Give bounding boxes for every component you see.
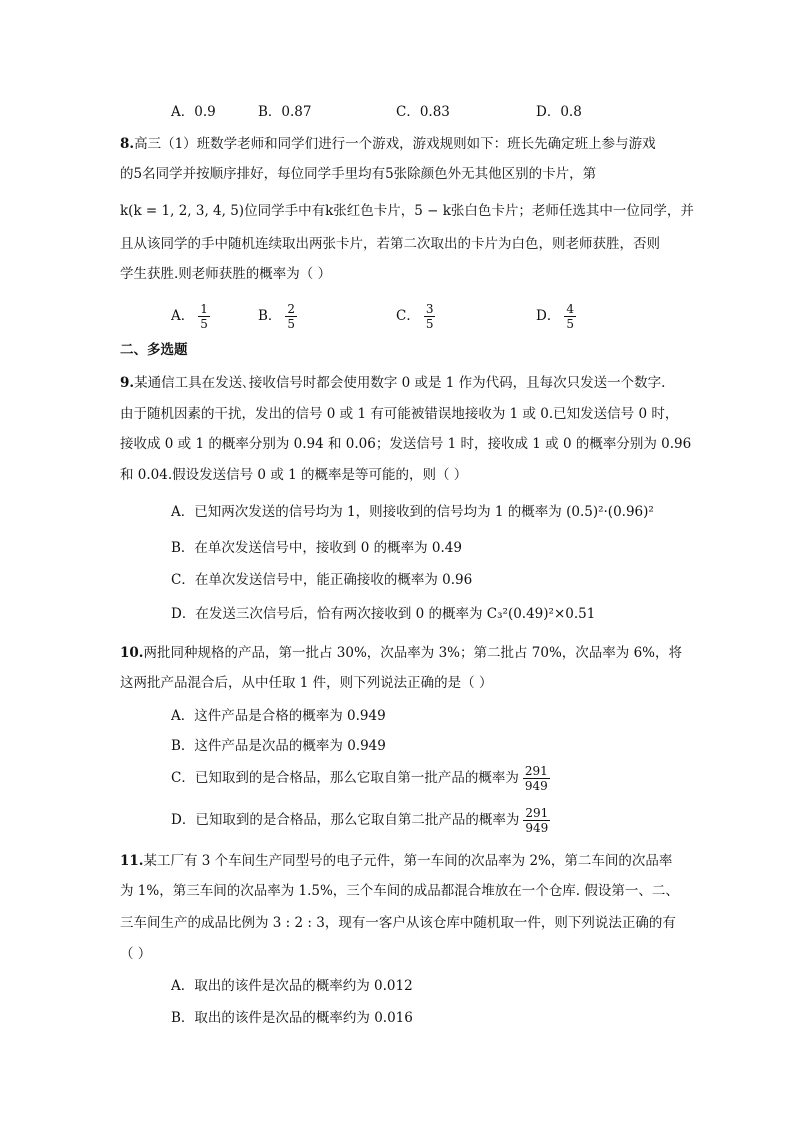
- q10-option-d: D．已知取到的是合格品，那么它取自第二批产品的概率为 $\frac{291}{949}$: [171, 806, 549, 835]
- fraction: $\frac{3}{5}$: [425, 302, 434, 331]
- q10-text-1: 两批同种规格的产品，第一批占 30%，次品率为 3%；第二批占 70%，次品率为 6%，将: [143, 645, 683, 661]
- q9-option-a: A．已知两次发送的信号均为 1，则接收到的信号均为 1 的概率为 (0.5)²·(0.96)²: [171, 504, 654, 520]
- q11-line-3: 三车间生产的成品比例为 3 : 2 : 3，现有一客户从该仓库中随机取一件，则下列说法正确的有: [120, 915, 676, 931]
- q8-option-a: A． $\frac{1}{5}$: [171, 302, 208, 331]
- q8-number: 8.: [120, 136, 135, 152]
- q9-line-2: 由于随机因素的干扰，发出的信号 0 或 1 有可能被错误地接收为 1 或 0.已知发送信号 0 时，: [120, 406, 679, 422]
- q9-text-1: 某通信工具在发送､接收信号时都会使用数字 0 或是 1 作为代码，且每次只发送一个数字.: [134, 375, 666, 391]
- q9-line-4: 和 0.04.假设发送信号 0 或 1 的概率是等可能的，则（ ）: [120, 467, 468, 483]
- fraction: $\frac{2}{5}$: [287, 302, 296, 331]
- q10-option-b: B．这件产品是次品的概率为 0.949: [171, 738, 386, 754]
- q9-option-c: C．在单次发送信号中，能正确接收的概率为 0.96: [171, 572, 473, 588]
- q10-option-c: C．已知取到的是合格品，那么它取自第一批产品的概率为 $\frac{291}{949}$: [171, 764, 548, 793]
- q8-line-2: 的5名同学并按顺序排好，每位同学手里均有5张除颜色外无其他区别的卡片，第: [120, 166, 597, 182]
- q10-line-1: [120, 643, 682, 663]
- q8-line-4: 且从该同学的手中随机连续取出两张卡片，若第二次取出的卡片为白色，则老师获胜，否则: [120, 236, 660, 252]
- fraction: $\frac{1}{5}$: [200, 302, 208, 331]
- q11-line-1: [120, 851, 672, 871]
- q7-option-c: C．0.83: [396, 104, 450, 120]
- q8-line-1: [120, 134, 656, 154]
- q10-line-2: 这两批产品混合后，从中任取 1 件，则下列说法正确的是（ ）: [120, 675, 493, 691]
- q11-option-a: A．取出的该件是次品的概率约为 0.012: [171, 978, 413, 994]
- q7-option-d: D．0.8: [536, 104, 582, 120]
- q11-text-1: 某工厂有 3 个车间生产同型号的电子元件，第一车间的次品率为 2%，第二车间的次品率: [143, 853, 673, 869]
- q9-number: 9.: [120, 375, 135, 391]
- q10-option-a: A．这件产品是合格的概率为 0.949: [171, 708, 386, 724]
- q8-text-1: 高三（1）班数学老师和同学们进行一个游戏，游戏规则如下：班长先确定班上参与游戏: [134, 136, 656, 152]
- q9-line-1: [120, 373, 665, 393]
- q9-option-b: B．在单次发送信号中，接收到 0 的概率为 0.49: [171, 540, 462, 556]
- section-heading: 二、多选题: [120, 342, 188, 358]
- q7-option-b: B．0.87: [258, 104, 312, 120]
- q11-number: 11.: [120, 853, 144, 869]
- q10-number: 10.: [120, 645, 144, 661]
- q11-line-4: （ ）: [120, 946, 152, 962]
- q8-option-d: D． $\frac{4}{5}$: [536, 302, 574, 331]
- q9-line-3: 接收成 0 或 1 的概率分别为 0.94 和 0.06；发送信号 1 时，接收成 1 或 0 的概率分别为 0.96: [120, 436, 692, 452]
- fraction: $\frac{291}{949}$: [524, 764, 548, 793]
- q11-line-2: 为 1%，第三车间的次品率为 1.5%，三个车间的成品都混合堆放在一个仓库. 假设第一、二、: [120, 883, 679, 899]
- q8-option-b: B． $\frac{2}{5}$: [258, 302, 296, 331]
- q9-option-d: D．在发送三次信号后，恰有两次接收到 0 的概率为 C₃²(0.49)²×0.51: [171, 606, 596, 622]
- fraction: $\frac{4}{5}$: [566, 302, 574, 331]
- q7-option-a: A．0.9: [171, 104, 216, 120]
- q8-option-c: C． $\frac{3}{5}$: [396, 302, 434, 331]
- q8-line-3: k(k = 1, 2, 3, 4, 5)位同学手中有k张红色卡片，5 − k张白色卡片；老师任选其中一位同学，并: [120, 203, 694, 219]
- fraction: $\frac{291}{949}$: [525, 806, 549, 835]
- q11-option-b: B．取出的该件是次品的概率约为 0.016: [171, 1010, 413, 1026]
- q8-line-5: 学生获胜.则老师获胜的概率为（ ）: [120, 266, 332, 282]
